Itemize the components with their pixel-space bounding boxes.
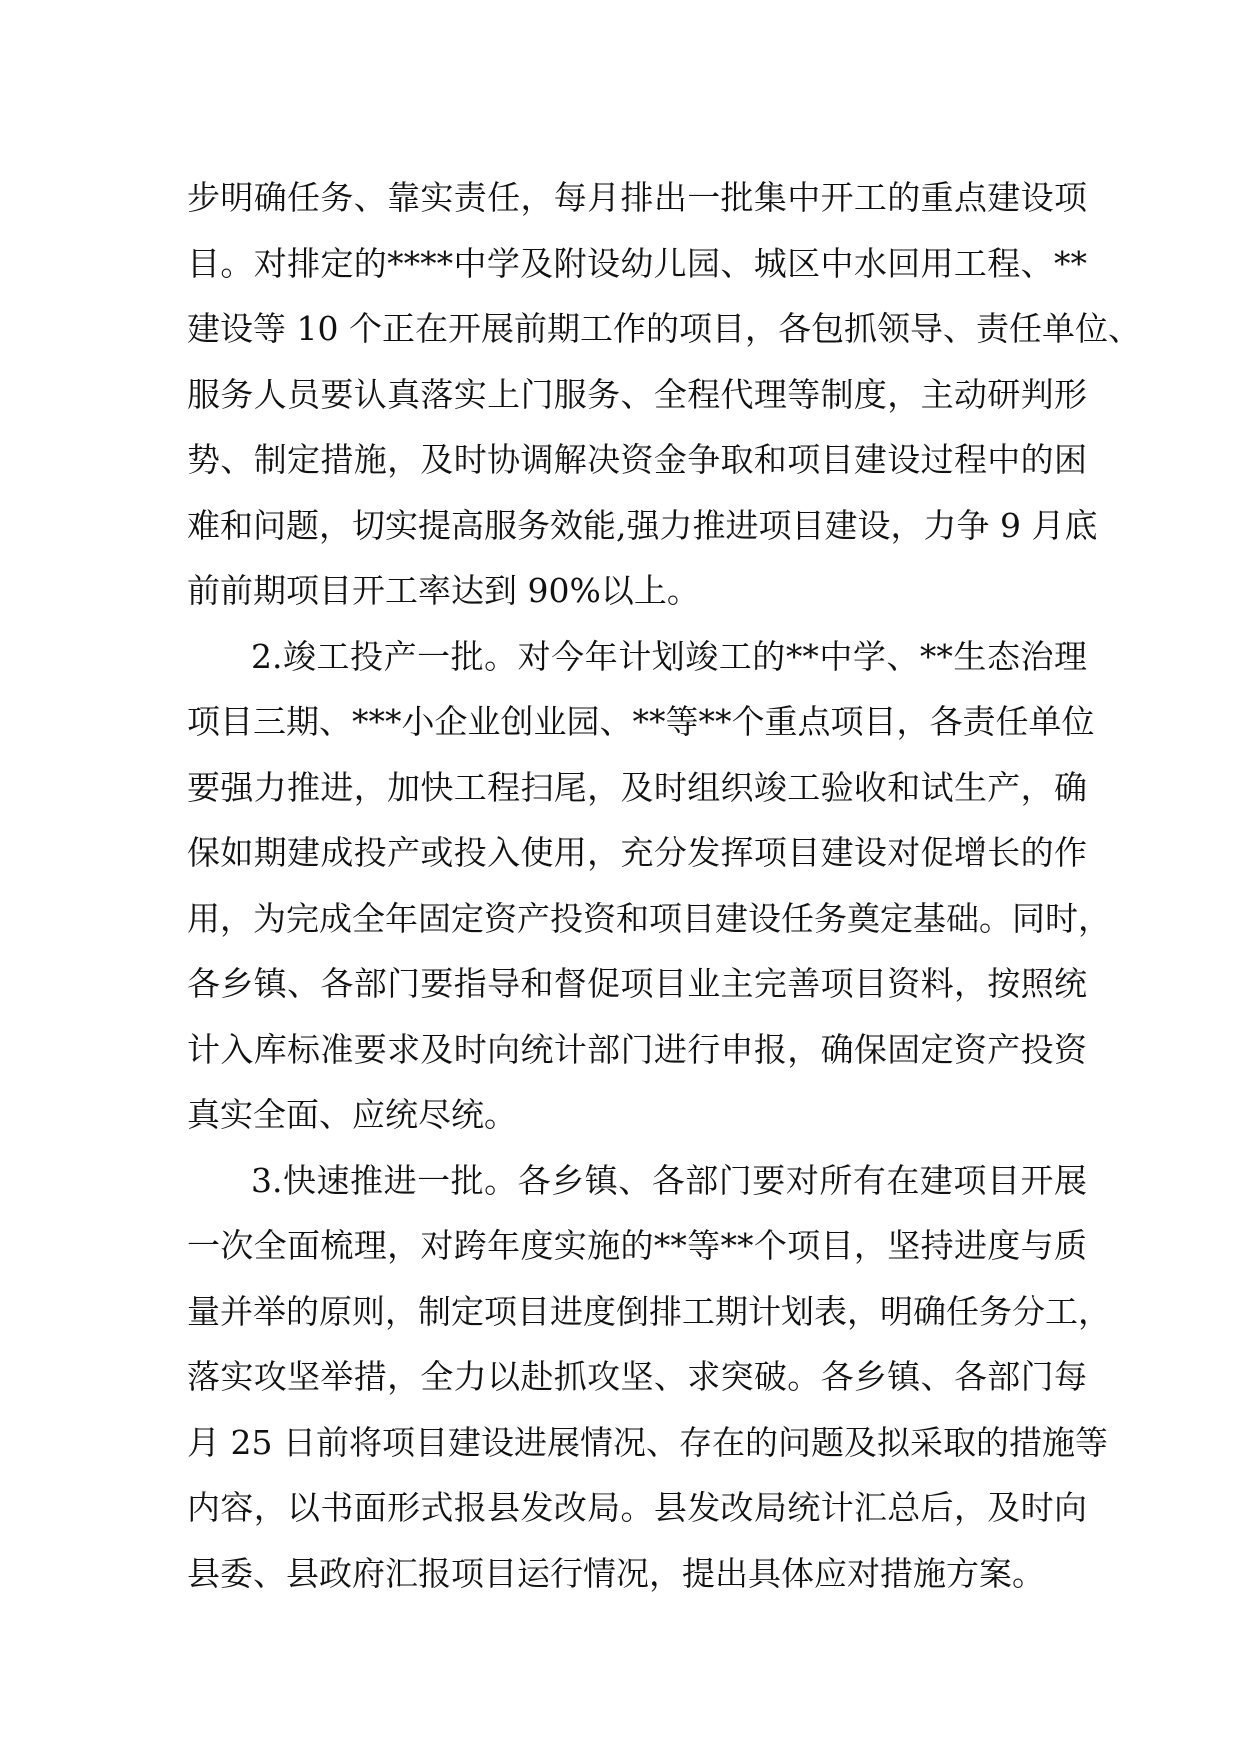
text-line: 计入库标准要求及时向统计部门进行申报，确保固定资产投资 bbox=[187, 1029, 1087, 1069]
text-line: 县委、县政府汇报项目运行情况，提出具体应对措施方案。 bbox=[187, 1553, 1045, 1593]
paragraph bbox=[187, 165, 1141, 624]
text-line: 落实攻坚举措，全力以赴抓攻坚、求突破。各乡镇、各部门每 bbox=[187, 1357, 1087, 1396]
text-line: 各乡镇、各部门要指导和督促项目业主完善项目资料，按照统 bbox=[187, 964, 1087, 1003]
text-line: 真实全面、应统尽统。 bbox=[187, 1095, 517, 1134]
text-line: 势、制定措施，及时协调解决资金争取和项目建设过程中的困 bbox=[187, 440, 1087, 479]
document-body bbox=[187, 165, 1141, 1606]
text-line: 2.竣工投产一批。对今年计划竣工的**中学、**生态治理 bbox=[251, 636, 1087, 676]
text-line: 项目三期、***小企业创业园、**等**个重点项目，各责任单位 bbox=[187, 702, 1095, 741]
text-line: 建设等 10 个正在开展前期工作的项目，各包抓领导、责任单位、 bbox=[187, 309, 1141, 348]
text-line: 服务人员要认真落实上门服务、全程代理等制度，主动研判形 bbox=[187, 374, 1087, 414]
text-line: 3.快速推进一批。各乡镇、各部门要对所有在建项目开展 bbox=[251, 1160, 1087, 1200]
paragraph bbox=[187, 1148, 1111, 1607]
text-line: 量并举的原则，制定项目进度倒排工期计划表，明确任务分工， bbox=[187, 1291, 1111, 1331]
text-line: 用，为完成全年固定资产投资和项目建设任务奠定基础。同时， bbox=[187, 898, 1111, 938]
text-line: 前前期项目开工率达到 90%以上。 bbox=[187, 571, 700, 610]
text-line: 月 25 日前将项目建设进展情况、存在的问题及拟采取的措施等 bbox=[187, 1422, 1108, 1462]
text-line: 保如期建成投产或投入使用，充分发挥项目建设对促增长的作 bbox=[187, 833, 1087, 872]
text-line: 难和问题，切实提高服务效能,强力推进项目建设，力争 9 月底 bbox=[187, 505, 1098, 545]
text-line: 内容，以书面形式报县发改局。县发改局统计汇总后，及时向 bbox=[187, 1488, 1087, 1527]
paragraph bbox=[187, 624, 1111, 1148]
text-line: 步明确任务、靠实责任，每月排出一批集中开工的重点建设项 bbox=[187, 178, 1087, 217]
text-line: 一次全面梳理，对跨年度实施的**等**个项目，坚持进度与质 bbox=[187, 1226, 1087, 1265]
text-line: 目。对排定的****中学及附设幼儿园、城区中水回用工程、** bbox=[187, 243, 1087, 283]
text-line: 要强力推进，加快工程扫尾，及时组织竣工验收和试生产，确 bbox=[187, 767, 1087, 807]
